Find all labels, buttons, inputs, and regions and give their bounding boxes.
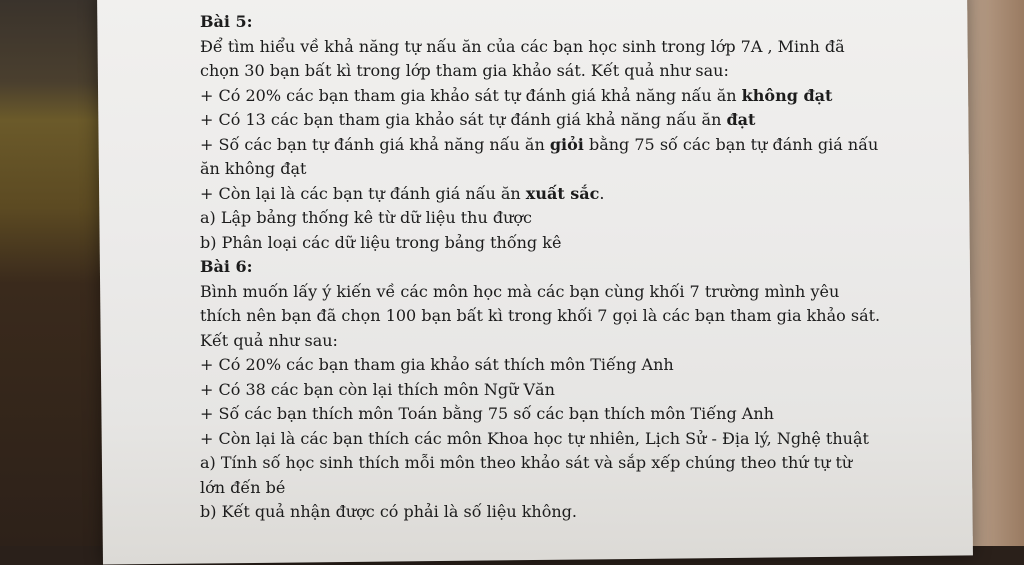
bai6-intro-line2: thích nên bạn đã chọn 100 bạn bất kì trong khối 7 gọi là các bạn tham gia khảo sát. bbox=[200, 306, 881, 325]
bai5-item2-text: + Có 13 các bạn tham gia khảo sát tự đánh giá khả năng nấu ăn bbox=[200, 110, 727, 129]
bai6-item2: + Có 38 các bạn còn lại thích môn Ngữ Văn bbox=[200, 379, 555, 399]
bai5-item3-line2: ăn không đạt bbox=[200, 159, 307, 178]
bai6-question-b: b) Kết quả nhận được có phải là số liệu không. bbox=[200, 502, 577, 521]
bai6-intro-line3: Kết quả như sau: bbox=[200, 330, 338, 350]
bai5-item2-bold: đạt bbox=[726, 110, 756, 129]
bai5-question-b: b) Phân loại các dữ liệu trong bảng thống kê bbox=[200, 232, 562, 252]
bai5-item1-bold: không đạt bbox=[741, 85, 833, 105]
bai6-intro-line1: Bình muốn lấy ý kiến về các môn học mà các bạn cùng khối 7 trường mình yêu bbox=[200, 281, 840, 301]
bai5-item4 bbox=[200, 182, 890, 207]
bai5-intro-line2: chọn 30 bạn bất kì trong lớp tham gia khảo sát. Kết quả như sau: bbox=[200, 61, 729, 80]
bai5-item3 bbox=[200, 133, 890, 158]
bai6-item3: + Số các bạn thích môn Toán bằng 75 số các bạn thích môn Tiếng Anh bbox=[200, 404, 774, 423]
bai5-item1 bbox=[200, 84, 890, 109]
bai5-item3-bold: giỏi bbox=[549, 134, 584, 154]
bai5-question-a: a) Lập bảng thống kê từ dữ liệu thu được bbox=[200, 208, 532, 227]
bai5-item4-text: + Còn lại là các bạn tự đánh giá nấu ăn bbox=[200, 183, 526, 203]
document-content bbox=[200, 10, 890, 525]
bai6-title: Bài 6: bbox=[200, 257, 253, 276]
bai5-title: Bài 5: bbox=[200, 12, 253, 31]
bai6-item4: + Còn lại là các bạn thích các môn Khoa học tự nhiên, Lịch Sử - Địa lý, Nghệ thuật bbox=[200, 428, 869, 448]
bai5-item3-post: bằng 75 số các bạn tự đánh giá nấu bbox=[583, 134, 879, 154]
bai6-question-a-line1: a) Tính số học sinh thích mỗi môn theo khảo sát và sắp xếp chúng theo thứ tự từ bbox=[200, 453, 853, 472]
bai6-item1: + Có 20% các bạn tham gia khảo sát thích môn Tiếng Anh bbox=[200, 355, 674, 374]
bai6-question-a-line2: lớn đến bé bbox=[200, 477, 286, 497]
bai5-item2 bbox=[200, 108, 890, 133]
bai5-item1-text: + Có 20% các bạn tham gia khảo sát tự đánh giá khả năng nấu ăn bbox=[200, 85, 742, 105]
bai5-item4-bold: xuất sắc bbox=[525, 183, 600, 203]
bai5-item4-end: . bbox=[599, 183, 605, 203]
bai5-item3-pre: + Số các bạn tự đánh giá khả năng nấu ăn bbox=[200, 134, 550, 154]
bai5-intro-line1: Để tìm hiểu về khả năng tự nấu ăn của các bạn học sinh trong lớp 7A , Minh đã bbox=[200, 36, 845, 56]
